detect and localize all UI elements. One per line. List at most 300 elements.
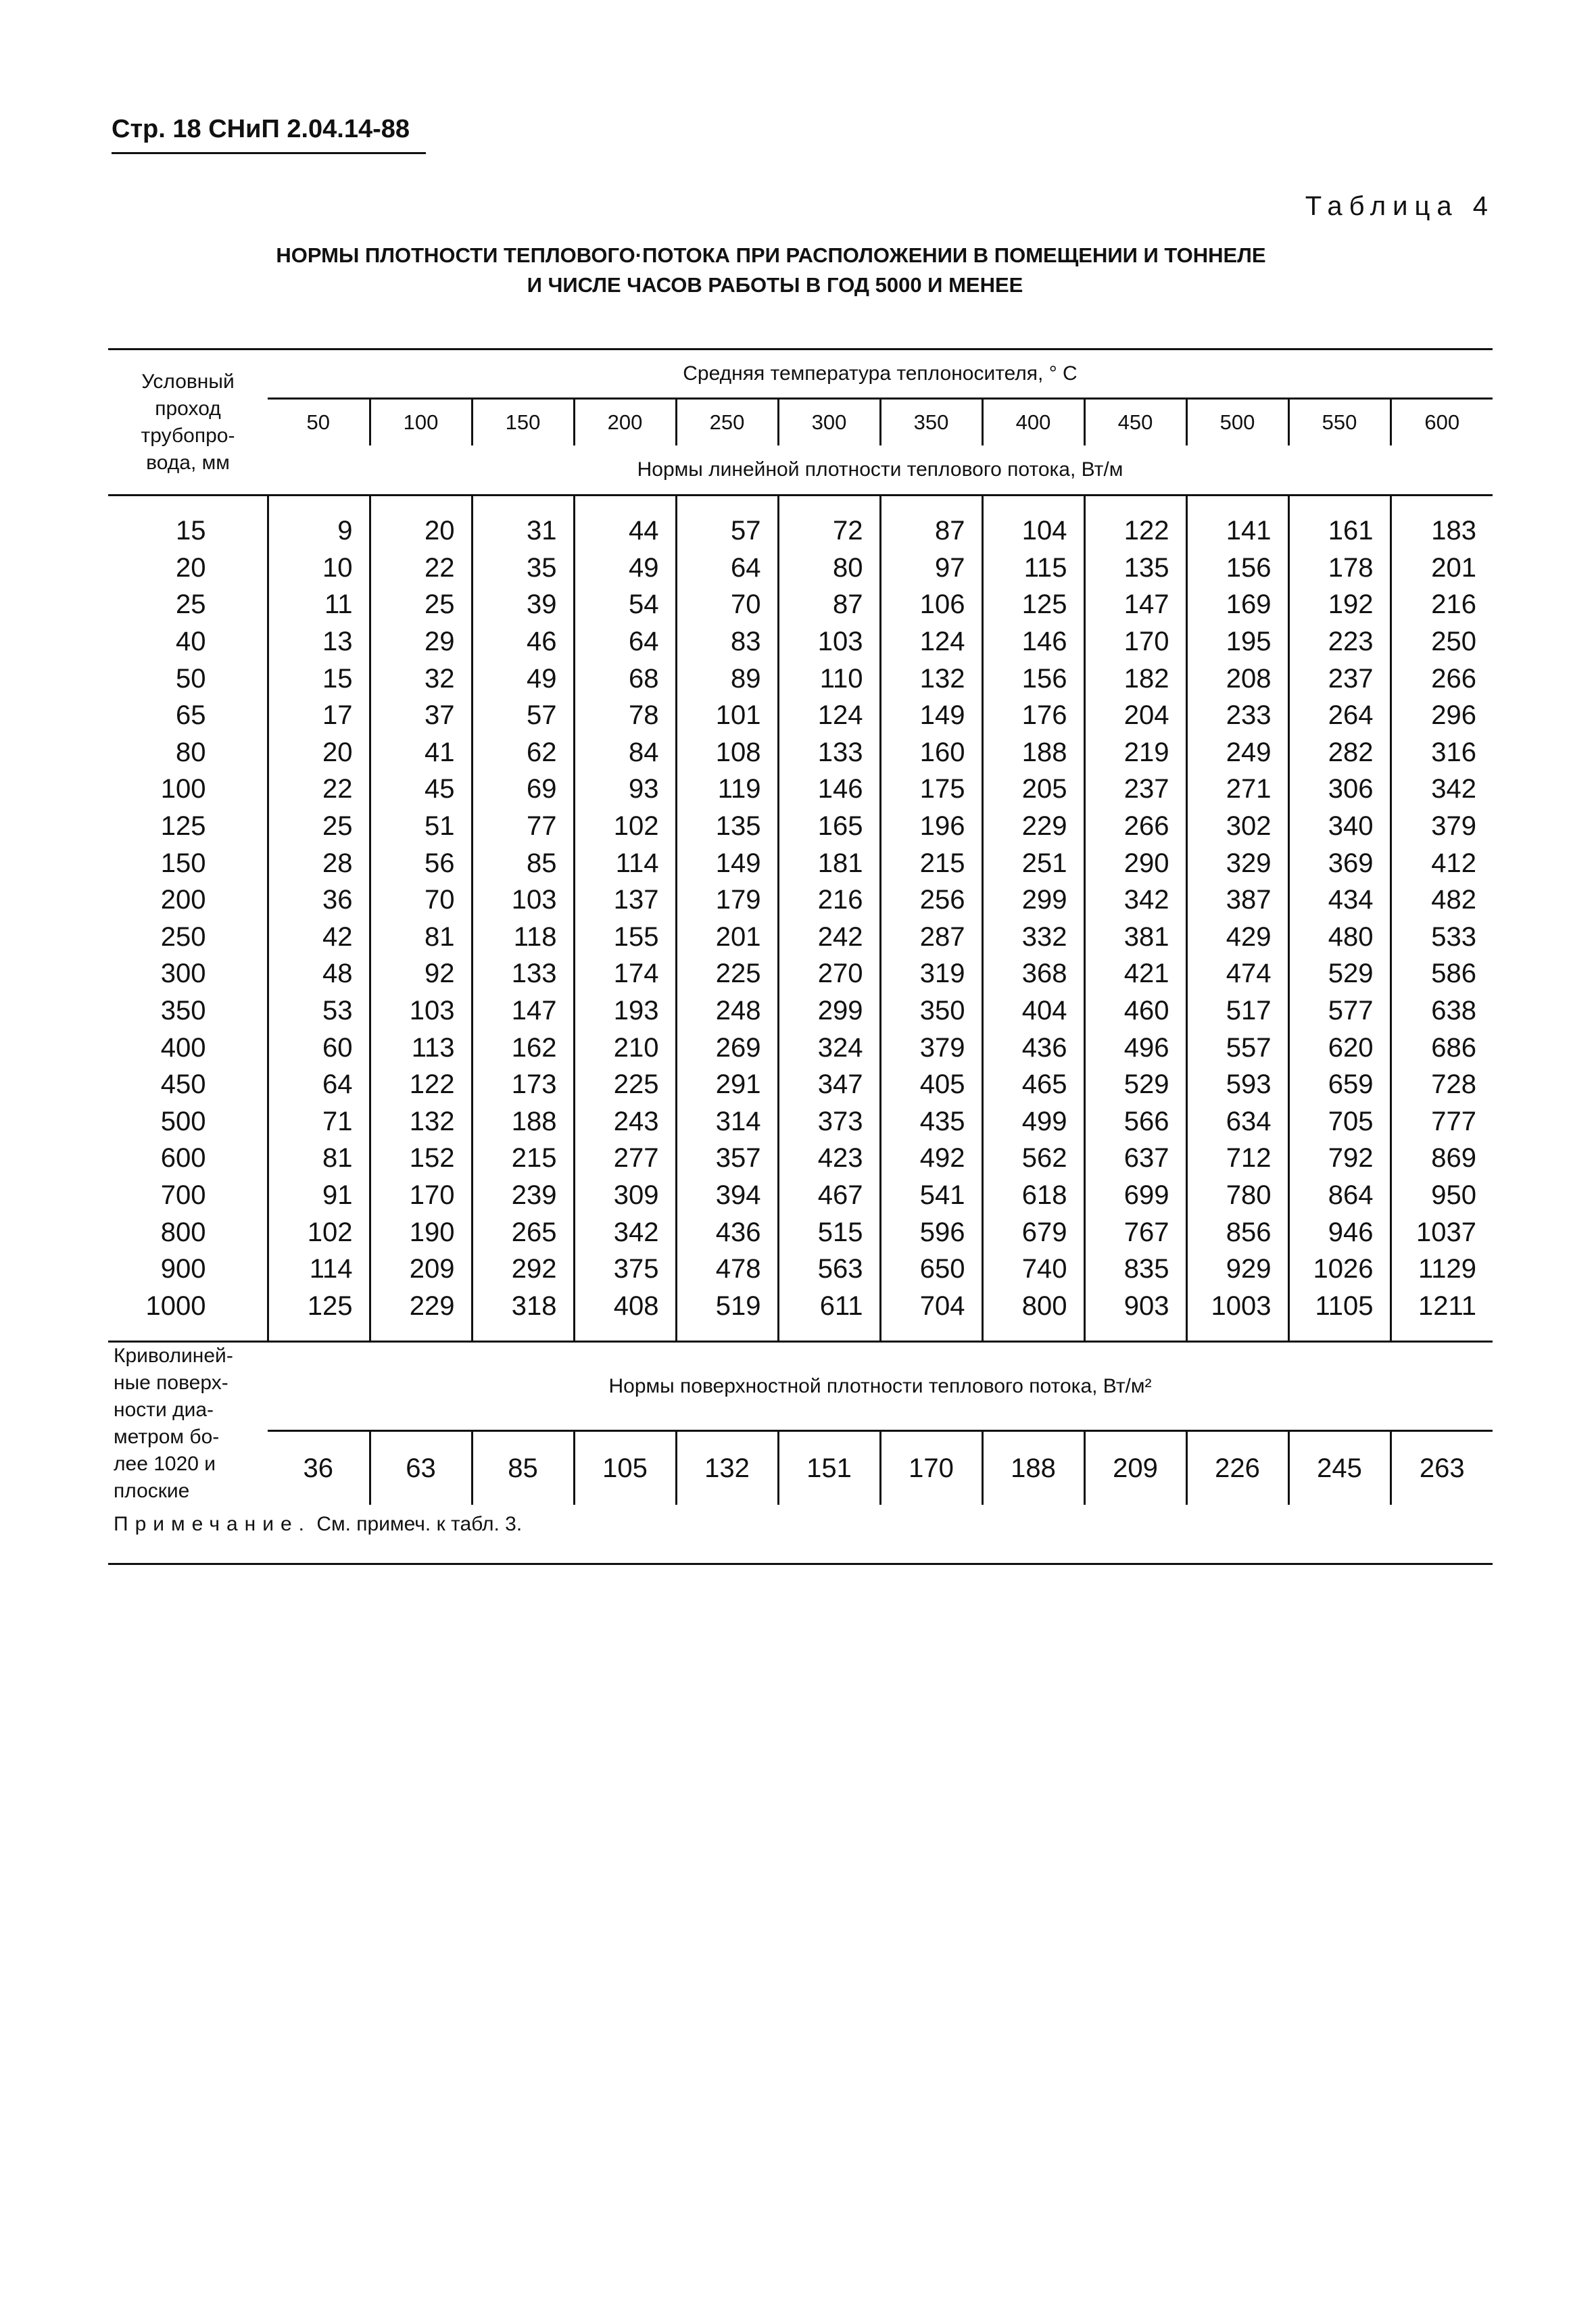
temperature-header-cell: 100 [370, 399, 472, 446]
linear-density-value: 292 [472, 1251, 574, 1288]
linear-density-value: 57 [472, 697, 574, 734]
linear-density-value: 110 [778, 660, 880, 697]
linear-density-value: 634 [1186, 1103, 1288, 1140]
linear-density-value: 122 [1084, 496, 1186, 550]
linear-density-value: 302 [1186, 808, 1288, 845]
linear-density-value: 9 [268, 496, 370, 550]
linear-density-value: 225 [574, 1066, 676, 1103]
note-prefix: Примечание. [114, 1513, 311, 1535]
linear-density-value: 80 [778, 550, 880, 587]
pipe-diameter-cell: 300 [108, 955, 268, 992]
linear-density-value: 596 [880, 1213, 982, 1251]
linear-density-value: 83 [676, 623, 778, 660]
linear-density-value: 835 [1084, 1251, 1186, 1288]
linear-density-value: 233 [1186, 697, 1288, 734]
linear-density-value: 482 [1391, 882, 1493, 919]
linear-density-value: 210 [574, 1029, 676, 1066]
linear-density-value: 566 [1084, 1103, 1186, 1140]
linear-density-value: 54 [574, 586, 676, 623]
linear-density-value: 15 [322, 663, 353, 694]
linear-density-value: 316 [1391, 734, 1493, 771]
pipe-diameter-cell: 900 [108, 1251, 268, 1288]
table-row [108, 1140, 1493, 1177]
linear-density-value: 209 [370, 1251, 472, 1288]
surface-stub-line: ности диа- [114, 1399, 214, 1422]
linear-density-value: 170 [370, 1177, 472, 1214]
linear-density-value: 113 [370, 1029, 472, 1066]
linear-density-value: 478 [676, 1251, 778, 1288]
linear-density-value: 314 [676, 1103, 778, 1140]
linear-density-value: 357 [676, 1140, 778, 1177]
table-number: Таблица 4 [1305, 191, 1495, 221]
linear-density-value: 201 [676, 919, 778, 956]
surface-stub-line: Криволиней- [114, 1345, 233, 1368]
linear-density-value: 229 [982, 808, 1084, 845]
temperature-header-cell: 200 [574, 399, 676, 446]
linear-density-value: 165 [778, 808, 880, 845]
linear-density-value: 103 [778, 623, 880, 660]
table-row [108, 1287, 1493, 1341]
linear-density-value: 193 [574, 992, 676, 1030]
linear-density-value: 135 [1084, 550, 1186, 587]
linear-density-value: 161 [1288, 496, 1391, 550]
linear-density-value: 81 [322, 1143, 353, 1174]
linear-density-value: 492 [880, 1140, 982, 1177]
pipe-diameter-cell: 350 [108, 992, 268, 1030]
linear-density-value: 404 [982, 992, 1084, 1030]
linear-density-value: 49 [574, 550, 676, 587]
pipe-diameter-cell: 25 [108, 586, 268, 623]
linear-density-value: 712 [1186, 1140, 1288, 1177]
linear-density-value: 350 [880, 992, 982, 1030]
linear-density-value: 118 [472, 919, 574, 956]
linear-density-value: 800 [982, 1287, 1084, 1341]
linear-density-value: 102 [574, 808, 676, 845]
linear-density-value: 215 [472, 1140, 574, 1177]
stub-header-line: Условный [141, 370, 235, 393]
linear-density-value: 132 [370, 1103, 472, 1140]
pipe-diameter-cell: 65 [108, 697, 268, 734]
linear-density-value: 381 [1084, 919, 1186, 956]
pipe-diameter-cell: 700 [108, 1177, 268, 1214]
table-row [108, 771, 1493, 808]
stub-header-line: вода, мм [146, 451, 230, 474]
linear-density-value: 249 [1186, 734, 1288, 771]
linear-density-value: 421 [1084, 955, 1186, 992]
temperature-header-cell: 50 [268, 399, 370, 446]
linear-density-value: 264 [1288, 697, 1391, 734]
linear-density-value: 435 [880, 1103, 982, 1140]
pipe-diameter-cell: 100 [108, 771, 268, 808]
linear-density-value: 115 [982, 550, 1084, 587]
linear-density-value: 114 [574, 844, 676, 882]
linear-density-value: 1211 [1391, 1287, 1493, 1341]
linear-density-value: 178 [1288, 550, 1391, 587]
temperature-header-cell: 400 [982, 399, 1084, 446]
linear-density-value: 146 [778, 771, 880, 808]
table-row [108, 1213, 1493, 1251]
linear-density-value: 562 [982, 1140, 1084, 1177]
linear-density-value: 465 [982, 1066, 1084, 1103]
linear-density-value: 269 [676, 1029, 778, 1066]
linear-density-value: 124 [778, 697, 880, 734]
linear-density-value: 195 [1186, 623, 1288, 660]
linear-density-value: 864 [1288, 1177, 1391, 1214]
linear-density-value: 196 [880, 808, 982, 845]
surface-density-value: 226 [1186, 1431, 1288, 1505]
table-row [108, 992, 1493, 1030]
linear-density-value: 780 [1186, 1177, 1288, 1214]
linear-density-value: 13 [322, 627, 353, 657]
linear-density-value: 216 [778, 882, 880, 919]
linear-density-value: 49 [472, 660, 574, 697]
temperature-group-header: Средняя температура теплоносителя, ° С [268, 349, 1493, 399]
linear-density-value: 216 [1391, 586, 1493, 623]
linear-density-value: 309 [574, 1177, 676, 1214]
linear-density-value: 170 [1084, 623, 1186, 660]
linear-density-value: 162 [472, 1029, 574, 1066]
linear-density-value: 342 [574, 1213, 676, 1251]
linear-density-value: 740 [982, 1251, 1084, 1288]
linear-density-value: 11 [324, 589, 353, 620]
surface-density-value: 151 [778, 1431, 880, 1505]
linear-density-value: 299 [982, 882, 1084, 919]
linear-density-value: 637 [1084, 1140, 1186, 1177]
linear-density-value: 155 [574, 919, 676, 956]
pipe-diameter-cell: 50 [108, 660, 268, 697]
linear-density-value: 679 [982, 1213, 1084, 1251]
linear-density-value: 728 [1391, 1066, 1493, 1103]
linear-density-value: 25 [370, 586, 472, 623]
linear-density-value: 499 [982, 1103, 1084, 1140]
linear-density-value: 229 [370, 1287, 472, 1341]
linear-density-value: 577 [1288, 992, 1391, 1030]
table-row [108, 1066, 1493, 1103]
stub-header-line: проход [155, 397, 221, 420]
linear-density-value: 20 [370, 496, 472, 550]
linear-density-value: 176 [982, 697, 1084, 734]
linear-density-value: 529 [1084, 1066, 1186, 1103]
surface-density-value: 188 [982, 1431, 1084, 1505]
linear-density-value: 239 [472, 1177, 574, 1214]
linear-density-value: 946 [1288, 1213, 1391, 1251]
linear-density-value: 92 [370, 955, 472, 992]
linear-density-value: 36 [322, 885, 353, 915]
linear-density-value: 215 [880, 844, 982, 882]
linear-density-value: 87 [778, 586, 880, 623]
linear-density-value: 46 [472, 623, 574, 660]
linear-density-value: 474 [1186, 955, 1288, 992]
linear-density-value: 299 [778, 992, 880, 1030]
surface-stub-line: плоские [114, 1480, 190, 1503]
temperature-header-cell: 500 [1186, 399, 1288, 446]
linear-density-value: 270 [778, 955, 880, 992]
linear-density-value: 436 [676, 1213, 778, 1251]
linear-density-value: 114 [309, 1254, 353, 1284]
linear-density-value: 460 [1084, 992, 1186, 1030]
linear-density-value: 39 [472, 586, 574, 623]
linear-density-value: 1003 [1186, 1287, 1288, 1341]
linear-density-value: 91 [322, 1180, 353, 1210]
surface-density-value: 170 [880, 1431, 982, 1505]
linear-density-value: 42 [322, 921, 353, 952]
table-row [108, 844, 1493, 882]
linear-density-value: 32 [370, 660, 472, 697]
linear-density-value: 64 [322, 1069, 353, 1100]
surface-density-value: 105 [574, 1431, 676, 1505]
surface-density-value: 209 [1084, 1431, 1186, 1505]
heat-flux-norms-table [108, 348, 1493, 1505]
linear-density-value: 71 [322, 1106, 353, 1136]
linear-density-value: 1026 [1288, 1251, 1391, 1288]
linear-density-value: 593 [1186, 1066, 1288, 1103]
linear-density-value: 208 [1186, 660, 1288, 697]
linear-density-value: 57 [676, 496, 778, 550]
linear-density-value: 41 [370, 734, 472, 771]
linear-density-value: 318 [472, 1287, 574, 1341]
linear-density-value: 182 [1084, 660, 1186, 697]
linear-density-value: 22 [370, 550, 472, 587]
linear-density-value: 379 [880, 1029, 982, 1066]
table-row [108, 955, 1493, 992]
linear-density-value: 519 [676, 1287, 778, 1341]
linear-density-value: 282 [1288, 734, 1391, 771]
table-row [108, 496, 1493, 550]
linear-density-value: 64 [676, 550, 778, 587]
page-header [112, 115, 426, 154]
linear-density-value: 699 [1084, 1177, 1186, 1214]
table-row [108, 919, 1493, 956]
table-row [108, 623, 1493, 660]
linear-density-value: 72 [778, 496, 880, 550]
linear-density-value: 659 [1288, 1066, 1391, 1103]
linear-density-value: 119 [676, 771, 778, 808]
linear-density-value: 51 [370, 808, 472, 845]
linear-density-value: 174 [574, 955, 676, 992]
linear-density-value: 248 [676, 992, 778, 1030]
linear-density-value: 45 [370, 771, 472, 808]
pipe-diameter-cell: 1000 [108, 1287, 268, 1341]
table-row [108, 1177, 1493, 1214]
linear-density-value: 277 [574, 1140, 676, 1177]
linear-density-value: 467 [778, 1177, 880, 1214]
table-row [108, 660, 1493, 697]
linear-density-value: 181 [778, 844, 880, 882]
linear-density-value: 704 [880, 1287, 982, 1341]
linear-density-value: 101 [676, 697, 778, 734]
linear-density-value: 87 [880, 496, 982, 550]
stub-header [108, 349, 268, 496]
pipe-diameter-cell: 80 [108, 734, 268, 771]
temperature-header-cell: 450 [1084, 399, 1186, 446]
linear-density-value: 124 [880, 623, 982, 660]
linear-density-value: 17 [322, 700, 353, 731]
temperature-header-cell: 150 [472, 399, 574, 446]
linear-density-value: 306 [1288, 771, 1391, 808]
linear-density-value: 533 [1391, 919, 1493, 956]
linear-density-value: 332 [982, 919, 1084, 956]
linear-density-value: 296 [1391, 697, 1493, 734]
linear-density-value: 137 [574, 882, 676, 919]
linear-density-value: 70 [370, 882, 472, 919]
linear-density-value: 265 [472, 1213, 574, 1251]
linear-density-value: 319 [880, 955, 982, 992]
linear-density-value: 394 [676, 1177, 778, 1214]
surface-density-value: 36 [268, 1431, 370, 1505]
linear-density-value: 686 [1391, 1029, 1493, 1066]
table-title-line-2: И ЧИСЛЕ ЧАСОВ РАБОТЫ В ГОД 5000 И МЕНЕЕ [527, 273, 1023, 297]
linear-density-value: 856 [1186, 1213, 1288, 1251]
linear-density-value: 256 [880, 882, 982, 919]
linear-density-value: 347 [778, 1066, 880, 1103]
linear-density-value: 266 [1084, 808, 1186, 845]
linear-density-value: 342 [1084, 882, 1186, 919]
temperature-header-cell: 600 [1391, 399, 1493, 446]
linear-density-value: 53 [322, 996, 353, 1026]
table-title-line-1: НОРМЫ ПЛОТНОСТИ ТЕПЛОВОГО·ПОТОКА ПРИ РАСПОЛОЖЕНИИ В ПОМЕЩЕНИИ И ТОННЕЛЕ [276, 243, 1266, 267]
linear-density-value: 68 [574, 660, 676, 697]
linear-density-value: 103 [370, 992, 472, 1030]
linear-density-value: 515 [778, 1213, 880, 1251]
linear-density-header: Нормы линейной плотности теплового потока, Вт/м [637, 458, 1123, 481]
linear-density-value: 93 [574, 771, 676, 808]
linear-density-value: 147 [472, 992, 574, 1030]
surface-stub-line: лее 1020 и [114, 1453, 216, 1476]
linear-density-value: 225 [676, 955, 778, 992]
surface-values-row [108, 1431, 1493, 1505]
linear-density-value: 133 [778, 734, 880, 771]
linear-density-value: 480 [1288, 919, 1391, 956]
linear-density-value: 35 [472, 550, 574, 587]
linear-density-value: 379 [1391, 808, 1493, 845]
linear-density-value: 146 [982, 623, 1084, 660]
surface-density-value: 132 [676, 1431, 778, 1505]
linear-density-value: 147 [1084, 586, 1186, 623]
linear-density-value: 638 [1391, 992, 1493, 1030]
stub-header-line: трубопро- [141, 424, 235, 447]
linear-density-value: 173 [472, 1066, 574, 1103]
linear-density-value: 496 [1084, 1029, 1186, 1066]
temperature-header-cell: 250 [676, 399, 778, 446]
linear-density-value: 792 [1288, 1140, 1391, 1177]
linear-density-value: 84 [574, 734, 676, 771]
linear-density-value: 369 [1288, 844, 1391, 882]
linear-density-value: 563 [778, 1251, 880, 1288]
linear-density-value: 37 [370, 697, 472, 734]
linear-density-value: 62 [472, 734, 574, 771]
linear-density-value: 204 [1084, 697, 1186, 734]
linear-density-value: 1105 [1288, 1287, 1391, 1341]
linear-density-value: 48 [322, 959, 353, 989]
table-note [114, 1513, 522, 1536]
linear-density-value: 102 [307, 1217, 353, 1247]
linear-density-value: 251 [982, 844, 1084, 882]
linear-density-value: 188 [472, 1103, 574, 1140]
linear-density-value: 81 [370, 919, 472, 956]
linear-density-value: 133 [472, 955, 574, 992]
linear-density-value: 586 [1391, 955, 1493, 992]
table-row [108, 882, 1493, 919]
linear-density-value: 429 [1186, 919, 1288, 956]
bottom-rule [108, 1563, 1493, 1565]
linear-density-value: 242 [778, 919, 880, 956]
linear-density-value: 243 [574, 1103, 676, 1140]
linear-density-value: 375 [574, 1251, 676, 1288]
linear-density-value: 557 [1186, 1029, 1288, 1066]
linear-density-value: 368 [982, 955, 1084, 992]
linear-density-value: 611 [778, 1287, 880, 1341]
linear-density-value: 77 [472, 808, 574, 845]
linear-density-value: 436 [982, 1029, 1084, 1066]
surface-stub [108, 1342, 268, 1505]
linear-density-value: 160 [880, 734, 982, 771]
linear-density-value: 64 [574, 623, 676, 660]
surface-density-value: 263 [1391, 1431, 1493, 1505]
header-underline [112, 152, 426, 154]
linear-density-value: 329 [1186, 844, 1288, 882]
linear-density-value: 104 [982, 496, 1084, 550]
linear-density-value: 219 [1084, 734, 1186, 771]
linear-density-value: 85 [472, 844, 574, 882]
linear-density-value: 135 [676, 808, 778, 845]
page-reference: Стр. 18 СНиП 2.04.14-88 [112, 115, 410, 143]
pipe-diameter-cell: 15 [108, 496, 268, 550]
linear-density-value: 56 [370, 844, 472, 882]
linear-density-value: 70 [676, 586, 778, 623]
linear-density-value: 412 [1391, 844, 1493, 882]
pipe-diameter-cell: 800 [108, 1213, 268, 1251]
linear-density-value: 205 [982, 771, 1084, 808]
linear-density-value: 44 [574, 496, 676, 550]
surface-density-value: 63 [370, 1431, 472, 1505]
surface-density-value: 85 [472, 1431, 574, 1505]
linear-density-value: 929 [1186, 1251, 1288, 1288]
table-top-rule [108, 349, 1493, 399]
linear-density-value: 950 [1391, 1177, 1493, 1214]
linear-density-value: 767 [1084, 1213, 1186, 1251]
linear-density-value: 290 [1084, 844, 1186, 882]
pipe-diameter-cell: 150 [108, 844, 268, 882]
table-row [108, 586, 1493, 623]
linear-density-value: 78 [574, 697, 676, 734]
table-row [108, 697, 1493, 734]
linear-density-value: 31 [472, 496, 574, 550]
linear-density-value: 122 [370, 1066, 472, 1103]
pipe-diameter-cell: 400 [108, 1029, 268, 1066]
table-row [108, 1029, 1493, 1066]
linear-density-value: 324 [778, 1029, 880, 1066]
linear-density-value: 541 [880, 1177, 982, 1214]
temperature-header-cell: 550 [1288, 399, 1391, 446]
linear-density-value: 149 [880, 697, 982, 734]
linear-density-value: 20 [322, 737, 353, 767]
pipe-diameter-cell: 500 [108, 1103, 268, 1140]
linear-density-value: 188 [982, 734, 1084, 771]
linear-density-value: 25 [322, 811, 353, 842]
table-row [108, 808, 1493, 845]
linear-density-value: 179 [676, 882, 778, 919]
temperature-header-cell: 350 [880, 399, 982, 446]
linear-density-value: 97 [880, 550, 982, 587]
linear-density-value: 190 [370, 1213, 472, 1251]
pipe-diameter-cell: 40 [108, 623, 268, 660]
linear-density-value: 705 [1288, 1103, 1391, 1140]
linear-density-value: 10 [322, 552, 353, 583]
surface-density-header: Нормы поверхностной плотности теплового потока, Вт/м² [268, 1342, 1493, 1431]
surface-density-value: 245 [1288, 1431, 1391, 1505]
linear-density-value: 29 [370, 623, 472, 660]
linear-density-value: 103 [472, 882, 574, 919]
